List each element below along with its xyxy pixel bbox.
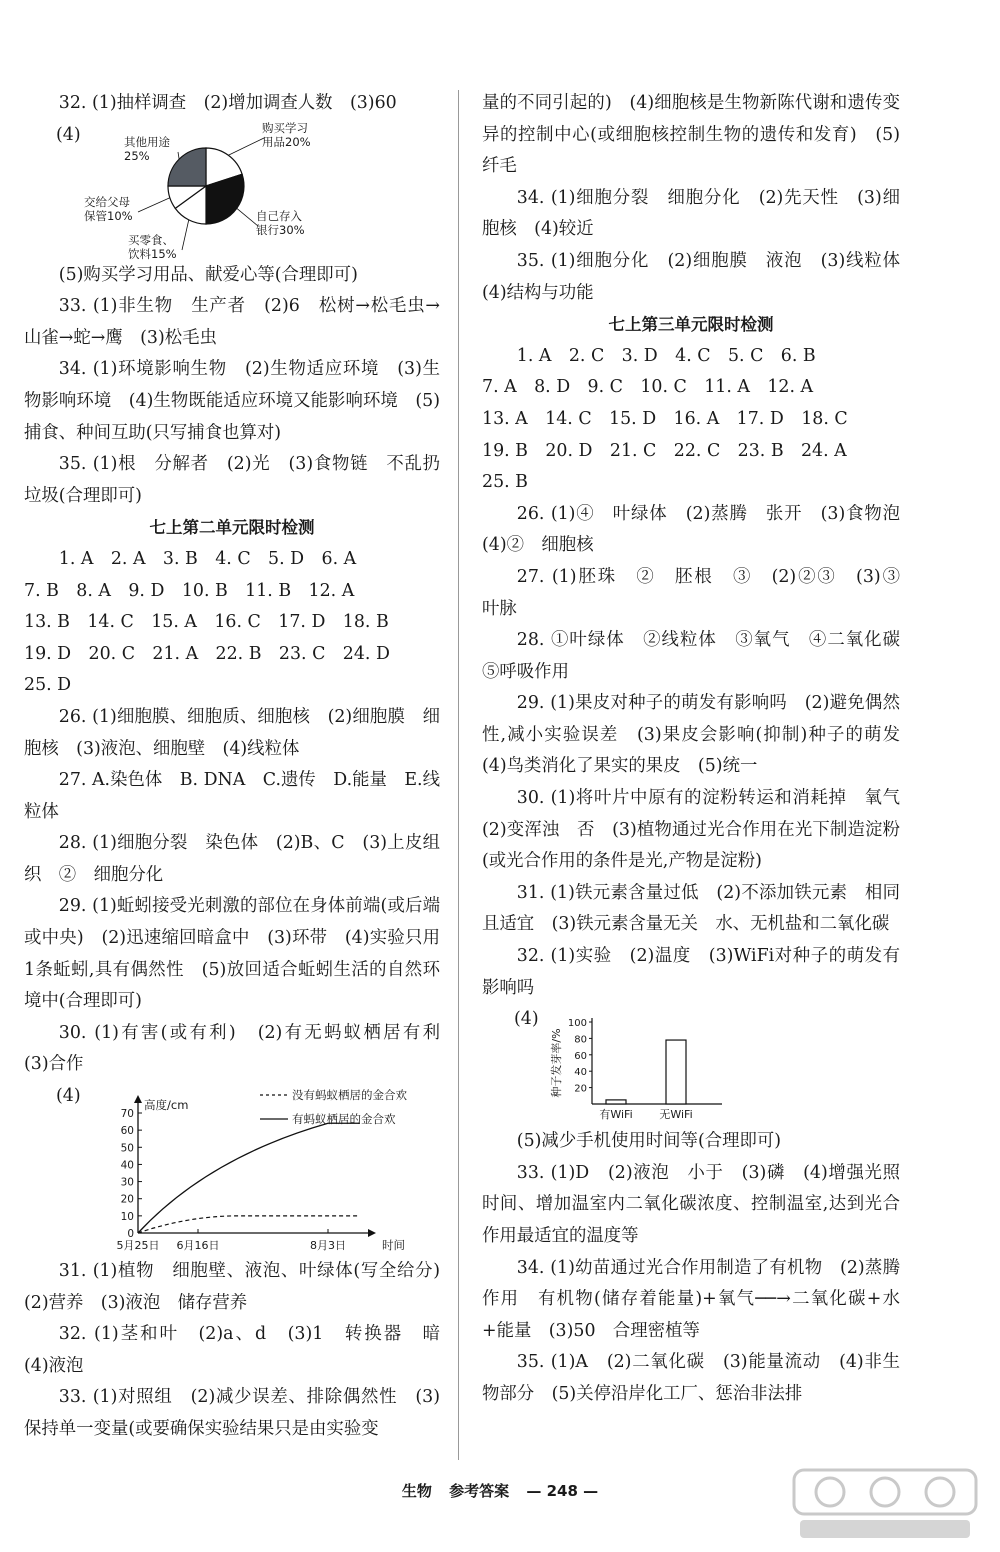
pie-label: 保管10% bbox=[84, 208, 133, 223]
x-axis-arrow bbox=[368, 1229, 376, 1237]
mc-answers bbox=[24, 544, 440, 702]
mc-row: 19. B 20. D 21. C 22. C 23. B 24. A bbox=[482, 440, 847, 461]
mc-row: 7. A 8. D 9. C 10. C 11. A 12. A bbox=[482, 377, 814, 398]
answer-30: 30. (1)将叶片中原有的淀粉转运和消耗掉 氧气 (2)变浑浊 否 (3)植物通过光合作用在光下制造淀粉(或光合作用的条件是光,产物是淀粉) bbox=[482, 788, 918, 872]
x-tick-label: 有WiFi bbox=[599, 1108, 633, 1122]
column-divider bbox=[458, 90, 459, 1460]
section-heading-unit3: 七上第三单元限时检测 bbox=[608, 315, 774, 335]
y-tick-label: 30 bbox=[120, 1176, 134, 1189]
y-tick-label: 40 bbox=[574, 1067, 587, 1079]
answer-32: 32. (1)抽样调查 (2)增加调查人数 (3)60 bbox=[58, 93, 397, 113]
pie-label: 用品20% bbox=[262, 134, 311, 149]
x-tick-label: 5月25日 bbox=[116, 1239, 160, 1253]
answer-33: 33. (1)非生物 生产者 (2)6 松树→松毛虫→山雀→蛇→鹰 (3)松毛虫 bbox=[24, 296, 440, 348]
mc-row: 25. D bbox=[24, 675, 72, 696]
pie-label: 自己存入 bbox=[256, 208, 302, 223]
answer-32b: 32. (1)茎和叶 (2)a、d (3)1 转换器 暗 (4)液泡 bbox=[24, 1324, 458, 1376]
answer-33b: 33. (1)对照组 (2)减少误差、排除偶然性 (3)保持单一变量(或要确保实验结果只是由实验变 bbox=[24, 1387, 440, 1439]
mc-answers bbox=[482, 341, 900, 499]
growth-line-chart bbox=[74, 1081, 454, 1256]
answer-32-5: (5)减少手机使用时间等(合理即可) bbox=[516, 1131, 782, 1152]
answer-35: 35. (1)细胞分化 (2)细胞膜 液泡 (3)线粒体 (4)结构与功能 bbox=[482, 250, 918, 303]
pie-label: 其他用途 bbox=[124, 134, 170, 149]
item-number: (4) bbox=[56, 124, 81, 145]
mc-row: 1. A 2. C 3. D 4. C 5. C 6. B bbox=[516, 345, 816, 366]
answer-30: 30. (1)有害(或有利) (2)有无蚂蚁栖居有利 (3)合作 bbox=[24, 1022, 458, 1075]
pie-label: 买零食、 bbox=[128, 232, 174, 247]
mc-row: 13. B 14. C 15. A 16. C 17. D 18. B bbox=[24, 612, 389, 633]
answer-34: 34. (1)细胞分裂 细胞分化 (2)先天性 (3)细胞核 (4)较近 bbox=[482, 187, 900, 240]
mc-row: 13. A 14. C 15. D 16. A 17. D 18. C bbox=[482, 408, 848, 429]
section-heading-unit2: 七上第二单元限时检测 bbox=[149, 518, 315, 538]
y-tick-label: 20 bbox=[120, 1193, 134, 1206]
watermark-logo-icon bbox=[790, 1464, 980, 1544]
pie-leader-line bbox=[182, 219, 189, 249]
answer-34: 34. (1)环境影响生物 (2)生物适应环境 (3)生物影响环境 (4)生物既能适应环境又能影响环境 (5)捕食、种间互助(只写捕食也算对) bbox=[24, 359, 440, 443]
pie-figure bbox=[24, 120, 440, 260]
answer-26: 26. (1)细胞膜、细胞质、细胞核 (2)细胞膜 细胞核 (3)液泡、细胞壁 (4)线粒体 bbox=[24, 706, 440, 759]
pie-label: 饮料15% bbox=[128, 246, 177, 260]
answer-29: 29. (1)果皮对种子的萌发有影响吗 (2)避免偶然性,减小实验误差 (3)果皮会影响(抑制)种子的萌发 (4)鸟类消化了果实的果皮 (5)统一 bbox=[482, 693, 918, 777]
y-axis-arrow bbox=[134, 1095, 142, 1103]
pie-label: 25% bbox=[124, 148, 150, 163]
bar bbox=[666, 1040, 686, 1104]
x-tick-label: 8月3日 bbox=[310, 1239, 346, 1253]
germination-bar-chart bbox=[548, 1004, 768, 1126]
series-line-no-ants bbox=[138, 1216, 360, 1233]
y-tick-label: 60 bbox=[120, 1125, 134, 1138]
answer-27: 27. A.染色体 B. DNA C.遗传 D.能量 E.线粒体 bbox=[24, 770, 440, 822]
answer-31: 31. (1)植物 细胞壁、液泡、叶绿体(写全给分) (2)营养 (3)液泡 储存营养 bbox=[24, 1261, 458, 1313]
footer-subject: 生物 bbox=[401, 1482, 432, 1500]
y-tick-label: 40 bbox=[120, 1159, 134, 1172]
bar-figure bbox=[482, 1004, 900, 1126]
pie-leader-line bbox=[178, 152, 179, 159]
x-tick-label: 6月16日 bbox=[176, 1239, 220, 1253]
mc-row: 7. B 8. A 9. D 10. B 11. B 12. A bbox=[24, 580, 355, 601]
answer-31: 31. (1)铁元素含量过低 (2)不添加铁元素 相同且适宜 (3)铁元素含量无关 水、无机盐和二氧化碳 bbox=[482, 882, 900, 935]
item-number: (4) bbox=[56, 1086, 81, 1107]
footer-answers: 参考答案 bbox=[449, 1482, 510, 1500]
answer-26: 26. (1)④ 叶绿体 (2)蒸腾 张开 (3)食物泡 (4)② 细胞核 bbox=[482, 503, 918, 556]
pie-label: 银行30% bbox=[256, 222, 305, 237]
mc-row: 19. D 20. C 21. A 22. B 23. C 24. D bbox=[24, 643, 390, 664]
y-tick-label: 60 bbox=[574, 1051, 587, 1063]
answer-32: 32. (1)实验 (2)温度 (3)WiFi对种子的萌发有影响吗 bbox=[482, 946, 900, 998]
answer-35: 35. (1)A (2)二氧化碳 (3)能量流动 (4)非生物部分 (5)关停沿岸化工厂、惩治非法排 bbox=[482, 1352, 900, 1404]
y-tick-label: 10 bbox=[120, 1210, 134, 1223]
pie-label: 交给父母 bbox=[84, 194, 130, 209]
mc-row: 1. A 2. A 3. B 4. C 5. D 6. A bbox=[58, 548, 357, 569]
left-column bbox=[24, 88, 458, 1446]
legend-label: 没有蚂蚁栖居的金合欢 bbox=[292, 1088, 407, 1103]
pie-leader-line bbox=[237, 208, 258, 226]
y-tick-label: 20 bbox=[574, 1083, 587, 1095]
answer-28: 28. ①叶绿体 ②线粒体 ③氧气 ④二氧化碳 ⑤呼吸作用 bbox=[482, 630, 918, 682]
series-line-ants bbox=[138, 1123, 360, 1233]
y-tick-label: 0 bbox=[127, 1228, 134, 1241]
y-tick-label: 50 bbox=[120, 1142, 134, 1155]
pie-chart bbox=[84, 120, 384, 260]
answer-35: 35. (1)根 分解者 (2)光 (3)食物链 不乱扔垃圾(合理即可) bbox=[24, 454, 440, 506]
y-tick-label: 100 bbox=[567, 1018, 587, 1030]
legend-label: 有蚂蚁栖居的金合欢 bbox=[292, 1112, 396, 1127]
answer-34: 34. (1)幼苗通过光合作用制造了有机物 (2)蒸腾作用 有机物(储存着能量)+氧气──→二氧化碳+水+能量 (3)50 合理密植等 bbox=[482, 1257, 900, 1341]
y-tick-label: 70 bbox=[120, 1108, 134, 1121]
pie-label: 购买学习 bbox=[262, 120, 308, 135]
answer-28: 28. (1)细胞分裂 染色体 (2)B、C (3)上皮组织 ② 细胞分化 bbox=[24, 833, 440, 885]
pie-slice bbox=[168, 148, 206, 186]
answer-29: 29. (1)蚯蚓接受光刺激的部位在身体前端(或后端或中央) (2)迅速缩回暗盒中 (3)环带 (4)实验只用1条蚯蚓,具有偶然性 (5)放回适合蚯蚓生活的自然环境中(合理即可) bbox=[24, 896, 440, 1012]
answer-32-5: (5)购买学习用品、献爱心等(合理即可) bbox=[58, 264, 358, 285]
pie-leader-line bbox=[138, 197, 170, 211]
answer-33: 33. (1)D (2)液泡 小于 (3)磷 (4)增强光照时间、增加温室内二氧化碳浓度、控制温室,达到光合作用最适宜的温度等 bbox=[482, 1162, 900, 1246]
y-tick-label: 80 bbox=[574, 1034, 587, 1046]
y-axis-label: 高度/cm bbox=[144, 1098, 189, 1113]
x-axis-label: 时间 bbox=[382, 1238, 405, 1253]
answer-33-continued: 量的不同引起的) (4)细胞核是生物新陈代谢和遗传变异的控制中心(或细胞核控制生物的遗传和发育) (5)纤毛 bbox=[482, 93, 900, 177]
y-axis-label: 种子发芽率/% bbox=[550, 1028, 563, 1098]
right-column bbox=[482, 88, 918, 1411]
x-tick-label: 无WiFi bbox=[659, 1108, 693, 1122]
page-number: — 248 — bbox=[526, 1482, 599, 1500]
pie-leader-line bbox=[228, 138, 264, 155]
item-number: (4) bbox=[514, 1009, 539, 1030]
bar bbox=[606, 1100, 626, 1104]
answer-27: 27. (1)胚珠 ② 胚根 ③ (2)②③ (3)③ 叶脉 bbox=[482, 566, 918, 619]
mc-row: 25. B bbox=[482, 472, 528, 493]
growth-figure bbox=[24, 1081, 440, 1256]
